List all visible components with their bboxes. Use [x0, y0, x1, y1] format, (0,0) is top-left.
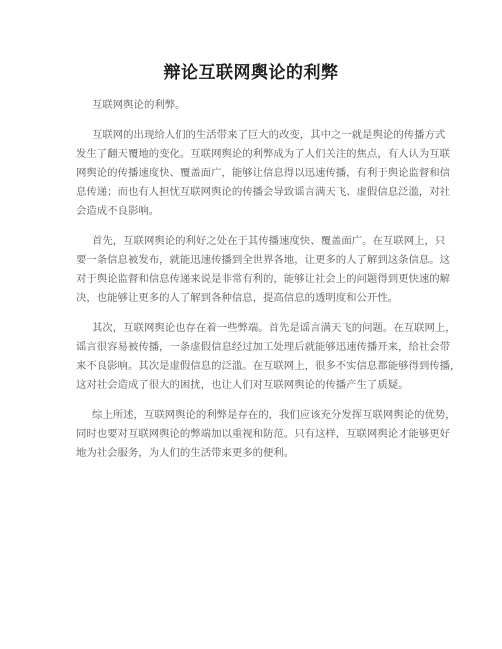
paragraph-2-line: 息传递；而也有人担忧互联网舆论的传播会导致谣言满天飞、虚假信息泛滥，对社	[76, 186, 451, 198]
paragraph-3-line: 要一条信息被发布，就能迅速传播到全世界各地，让更多的人了解到这条信息。这	[76, 254, 451, 266]
paragraph-2-line: 发生了翻天覆地的变化。互联网舆论的利弊成为了人们关注的焦点，有人认为互联	[76, 148, 451, 160]
paragraph-3-line: 决，也能够让更多的人了解到各种信息，提高信息的透明度和公开性。	[76, 292, 399, 304]
paragraph-4-line: 其次，互联网舆论也存在着一些弊端。首先是谣言满天飞的问题。在互联网上，	[92, 322, 456, 334]
paragraph-2-line: 会造成不良影响。	[76, 205, 160, 217]
paragraph-4-line: 这对社会造成了很大的困扰，也让人们对互联网舆论的传播产生了质疑。	[76, 379, 409, 391]
paragraph-5-line: 地为社会服务，为人们的生活带来更多的便利。	[76, 447, 295, 459]
paragraph-2-line: 互联网的出现给人们的生活带来了巨大的改变，其中之一就是舆论的传播方式	[92, 129, 446, 141]
paragraph-5-line: 同时也要对互联网舆论的弊端加以重视和防范。只有这样，互联网舆论才能够更好	[76, 428, 451, 440]
paragraph-4-line: 来不良影响。其次是虚假信息的泛滥。在互联网上，很多不实信息都能够得到传播，	[76, 360, 461, 372]
paragraph-5-line: 综上所述，互联网舆论的利弊是存在的，我们应该充分发挥互联网舆论的优势，	[92, 409, 456, 421]
document-title: 辩论互联网舆论的利弊	[163, 63, 339, 83]
paragraph-3-line: 对于舆论监督和信息传递来说是非常有利的，能够让社会上的问题得到更快速的解	[76, 273, 451, 285]
paragraph-2-line: 网舆论的传播速度快、覆盖面广，能够让信息得以迅速传播，有利于舆论监督和信	[76, 167, 451, 179]
paragraph-4-line: 谣言很容易被传播，一条虚假信息经过加工处理后就能够迅速传播开来，给社会带	[76, 341, 451, 353]
paragraph-1-line: 互联网舆论的利弊。	[92, 99, 186, 111]
paragraph-3-line: 首先，互联网舆论的利好之处在于其传播速度快、覆盖面广。在互联网上，只	[92, 235, 446, 247]
